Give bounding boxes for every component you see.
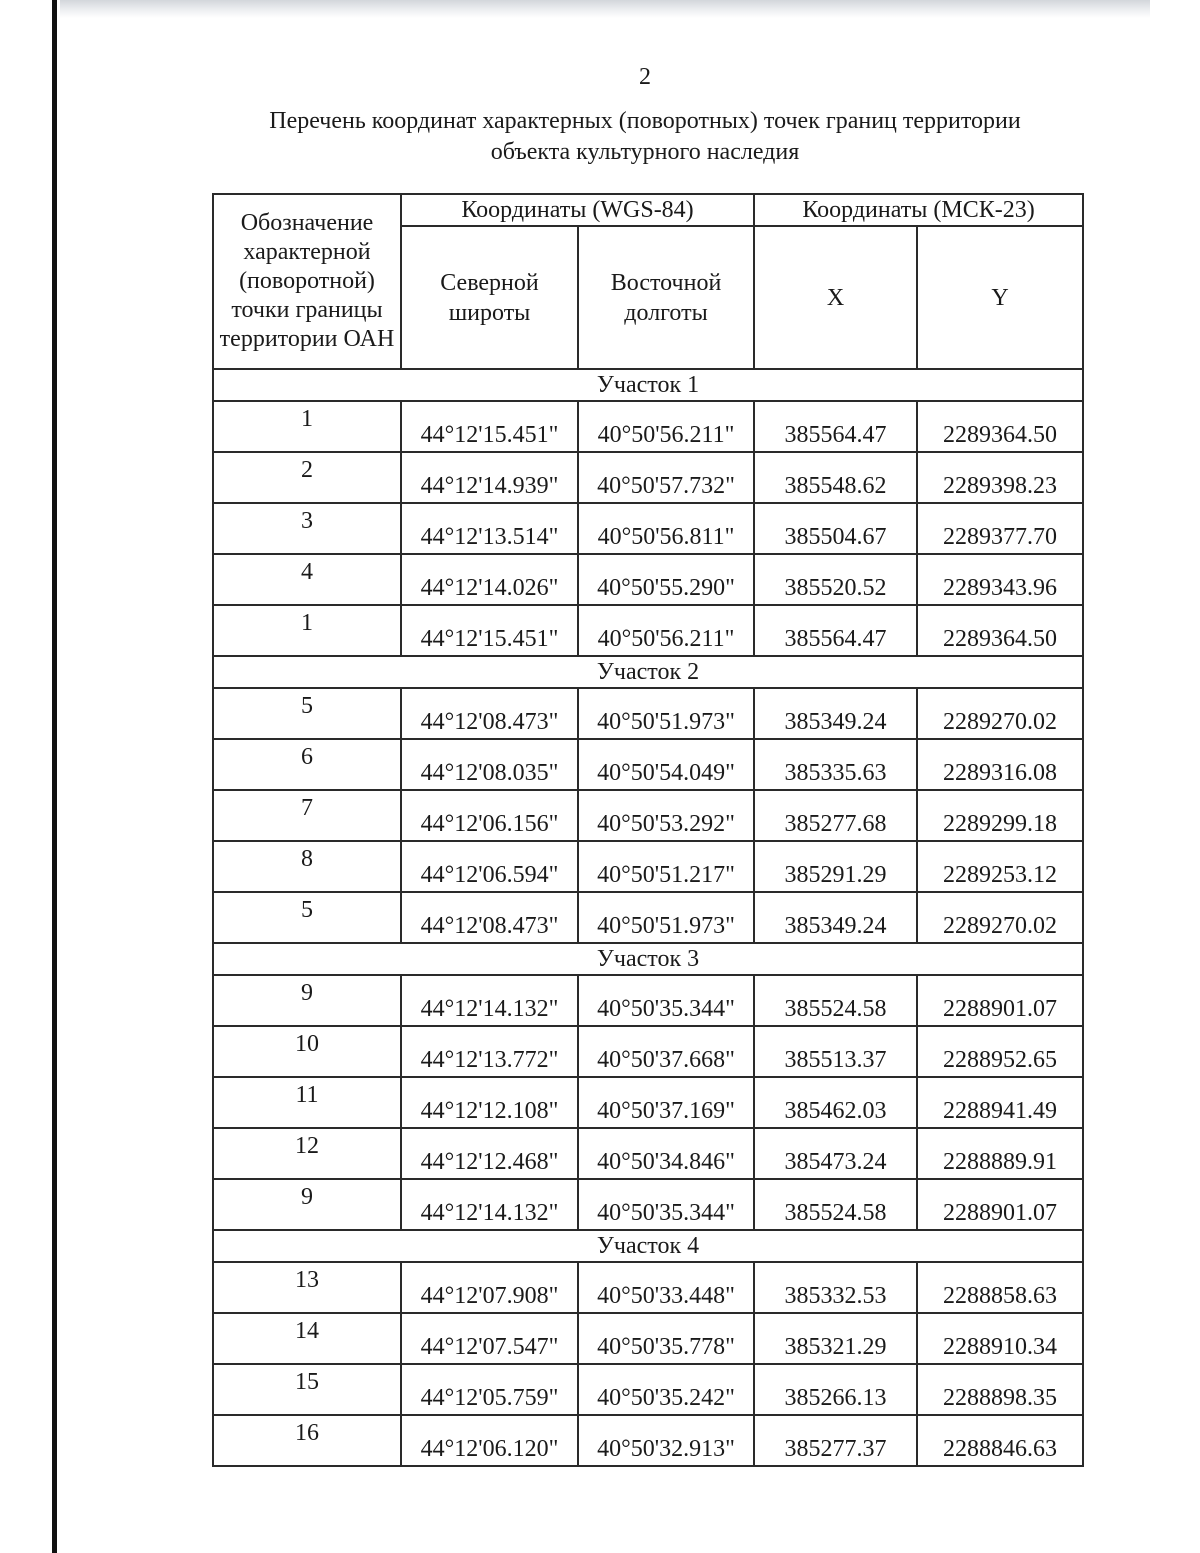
table-header-row-groups: [213, 194, 1083, 226]
coord-y-cell: 2289270.02: [917, 892, 1083, 943]
north-latitude-cell: 44°12'14.026": [401, 554, 578, 605]
east-longitude-cell: 40°50'51.217": [578, 841, 754, 892]
table-row: [213, 1077, 1083, 1128]
coord-x-cell: 385524.58: [754, 975, 917, 1026]
header-msk23-group: Координаты (МСК-23): [754, 194, 1083, 226]
east-longitude-cell: 40°50'33.448": [578, 1262, 754, 1313]
section-title: Участок 4: [213, 1230, 1083, 1262]
table-row: [213, 1026, 1083, 1077]
table-row: [213, 841, 1083, 892]
coord-x-cell: 385548.62: [754, 452, 917, 503]
document-title-line-2: объекта культурного наследия: [490, 139, 800, 165]
point-number-cell: 3: [213, 503, 401, 554]
east-longitude-cell: 40°50'35.778": [578, 1313, 754, 1364]
point-number-cell: 8: [213, 841, 401, 892]
header-wgs84-group: Координаты (WGS-84): [401, 194, 754, 226]
coord-y-cell: 2289377.70: [917, 503, 1083, 554]
coord-y-cell: 2288910.34: [917, 1313, 1083, 1364]
coord-x-cell: 385335.63: [754, 739, 917, 790]
coord-y-cell: 2289364.50: [917, 401, 1083, 452]
header-east-longitude: Восточной долготы: [578, 226, 754, 369]
north-latitude-cell: 44°12'05.759": [401, 1364, 578, 1415]
point-number-cell: 9: [213, 975, 401, 1026]
point-number-cell: 15: [213, 1364, 401, 1415]
table-row: [213, 1415, 1083, 1466]
coordinates-table: [212, 193, 1084, 1467]
east-longitude-cell: 40°50'37.169": [578, 1077, 754, 1128]
north-latitude-cell: 44°12'14.132": [401, 975, 578, 1026]
north-latitude-cell: 44°12'15.451": [401, 605, 578, 656]
east-longitude-cell: 40°50'35.344": [578, 975, 754, 1026]
coord-y-cell: 2289316.08: [917, 739, 1083, 790]
point-number-cell: 4: [213, 554, 401, 605]
table-row: [213, 1313, 1083, 1364]
point-number-cell: 6: [213, 739, 401, 790]
east-longitude-cell: 40°50'56.211": [578, 401, 754, 452]
header-x: X: [754, 226, 917, 369]
table-row: [213, 1179, 1083, 1230]
coord-y-cell: 2288898.35: [917, 1364, 1083, 1415]
north-latitude-cell: 44°12'15.451": [401, 401, 578, 452]
north-latitude-cell: 44°12'08.473": [401, 892, 578, 943]
header-north-latitude: Северной широты: [401, 226, 578, 369]
coord-y-cell: 2289270.02: [917, 688, 1083, 739]
point-number-cell: 1: [213, 605, 401, 656]
section-title: Участок 2: [213, 656, 1083, 688]
east-longitude-cell: 40°50'32.913": [578, 1415, 754, 1466]
point-number-cell: 1: [213, 401, 401, 452]
coord-x-cell: 385524.58: [754, 1179, 917, 1230]
header-point-designation: Обозначение характерной (поворотной) точки границы территории ОАН: [213, 194, 401, 369]
east-longitude-cell: 40°50'35.344": [578, 1179, 754, 1230]
north-latitude-cell: 44°12'07.547": [401, 1313, 578, 1364]
table-row: [213, 1128, 1083, 1179]
coord-x-cell: 385349.24: [754, 892, 917, 943]
east-longitude-cell: 40°50'51.973": [578, 892, 754, 943]
section-title: Участок 1: [213, 369, 1083, 401]
point-number-cell: 9: [213, 1179, 401, 1230]
north-latitude-cell: 44°12'14.132": [401, 1179, 578, 1230]
north-latitude-cell: 44°12'13.514": [401, 503, 578, 554]
coord-y-cell: 2288889.91: [917, 1128, 1083, 1179]
table-row: [213, 892, 1083, 943]
point-number-cell: 16: [213, 1415, 401, 1466]
table-row: [213, 401, 1083, 452]
page-number: 2: [639, 64, 651, 90]
table-row: [213, 1262, 1083, 1313]
coord-x-cell: 385349.24: [754, 688, 917, 739]
east-longitude-cell: 40°50'53.292": [578, 790, 754, 841]
north-latitude-cell: 44°12'08.035": [401, 739, 578, 790]
north-latitude-cell: 44°12'07.908": [401, 1262, 578, 1313]
east-longitude-cell: 40°50'57.732": [578, 452, 754, 503]
point-number-cell: 7: [213, 790, 401, 841]
table-row: [213, 1364, 1083, 1415]
east-longitude-cell: 40°50'56.211": [578, 605, 754, 656]
north-latitude-cell: 44°12'12.468": [401, 1128, 578, 1179]
coord-y-cell: 2288901.07: [917, 975, 1083, 1026]
section-row: [213, 656, 1083, 688]
table-body: [213, 369, 1083, 1466]
coord-y-cell: 2289343.96: [917, 554, 1083, 605]
point-number-cell: 5: [213, 892, 401, 943]
coord-y-cell: 2288846.63: [917, 1415, 1083, 1466]
section-row: [213, 369, 1083, 401]
document-title-line-1: Перечень координат характерных (поворотных) точек границ территории: [269, 108, 1021, 134]
coord-y-cell: 2289299.18: [917, 790, 1083, 841]
coord-x-cell: 385277.68: [754, 790, 917, 841]
coord-x-cell: 385291.29: [754, 841, 917, 892]
section-row: [213, 943, 1083, 975]
table-row: [213, 790, 1083, 841]
coord-x-cell: 385564.47: [754, 605, 917, 656]
point-number-cell: 13: [213, 1262, 401, 1313]
north-latitude-cell: 44°12'08.473": [401, 688, 578, 739]
point-number-cell: 14: [213, 1313, 401, 1364]
table-row: [213, 688, 1083, 739]
section-title: Участок 3: [213, 943, 1083, 975]
coord-x-cell: 385564.47: [754, 401, 917, 452]
north-latitude-cell: 44°12'13.772": [401, 1026, 578, 1077]
scan-top-shadow: [60, 0, 1150, 18]
east-longitude-cell: 40°50'54.049": [578, 739, 754, 790]
coord-x-cell: 385520.52: [754, 554, 917, 605]
east-longitude-cell: 40°50'37.668": [578, 1026, 754, 1077]
point-number-cell: 5: [213, 688, 401, 739]
east-longitude-cell: 40°50'51.973": [578, 688, 754, 739]
north-latitude-cell: 44°12'12.108": [401, 1077, 578, 1128]
north-latitude-cell: 44°12'06.156": [401, 790, 578, 841]
section-row: [213, 1230, 1083, 1262]
scan-left-edge: [52, 0, 57, 1553]
coord-y-cell: 2288941.49: [917, 1077, 1083, 1128]
north-latitude-cell: 44°12'14.939": [401, 452, 578, 503]
coord-y-cell: 2289364.50: [917, 605, 1083, 656]
table-row: [213, 554, 1083, 605]
coord-x-cell: 385332.53: [754, 1262, 917, 1313]
coord-y-cell: 2288901.07: [917, 1179, 1083, 1230]
east-longitude-cell: 40°50'34.846": [578, 1128, 754, 1179]
coord-x-cell: 385277.37: [754, 1415, 917, 1466]
coord-y-cell: 2288952.65: [917, 1026, 1083, 1077]
document-title: [200, 106, 1090, 168]
point-number-cell: 2: [213, 452, 401, 503]
point-number-cell: 10: [213, 1026, 401, 1077]
east-longitude-cell: 40°50'56.811": [578, 503, 754, 554]
header-y: Y: [917, 226, 1083, 369]
table-row: [213, 605, 1083, 656]
east-longitude-cell: 40°50'55.290": [578, 554, 754, 605]
north-latitude-cell: 44°12'06.594": [401, 841, 578, 892]
table-row: [213, 452, 1083, 503]
coord-y-cell: 2289398.23: [917, 452, 1083, 503]
point-number-cell: 11: [213, 1077, 401, 1128]
coord-x-cell: 385504.67: [754, 503, 917, 554]
east-longitude-cell: 40°50'35.242": [578, 1364, 754, 1415]
coord-y-cell: 2289253.12: [917, 841, 1083, 892]
coord-x-cell: 385513.37: [754, 1026, 917, 1077]
coord-y-cell: 2288858.63: [917, 1262, 1083, 1313]
table-row: [213, 739, 1083, 790]
coord-x-cell: 385321.29: [754, 1313, 917, 1364]
table-row: [213, 503, 1083, 554]
point-number-cell: 12: [213, 1128, 401, 1179]
table-row: [213, 975, 1083, 1026]
coord-x-cell: 385462.03: [754, 1077, 917, 1128]
coord-x-cell: 385473.24: [754, 1128, 917, 1179]
coord-x-cell: 385266.13: [754, 1364, 917, 1415]
north-latitude-cell: 44°12'06.120": [401, 1415, 578, 1466]
